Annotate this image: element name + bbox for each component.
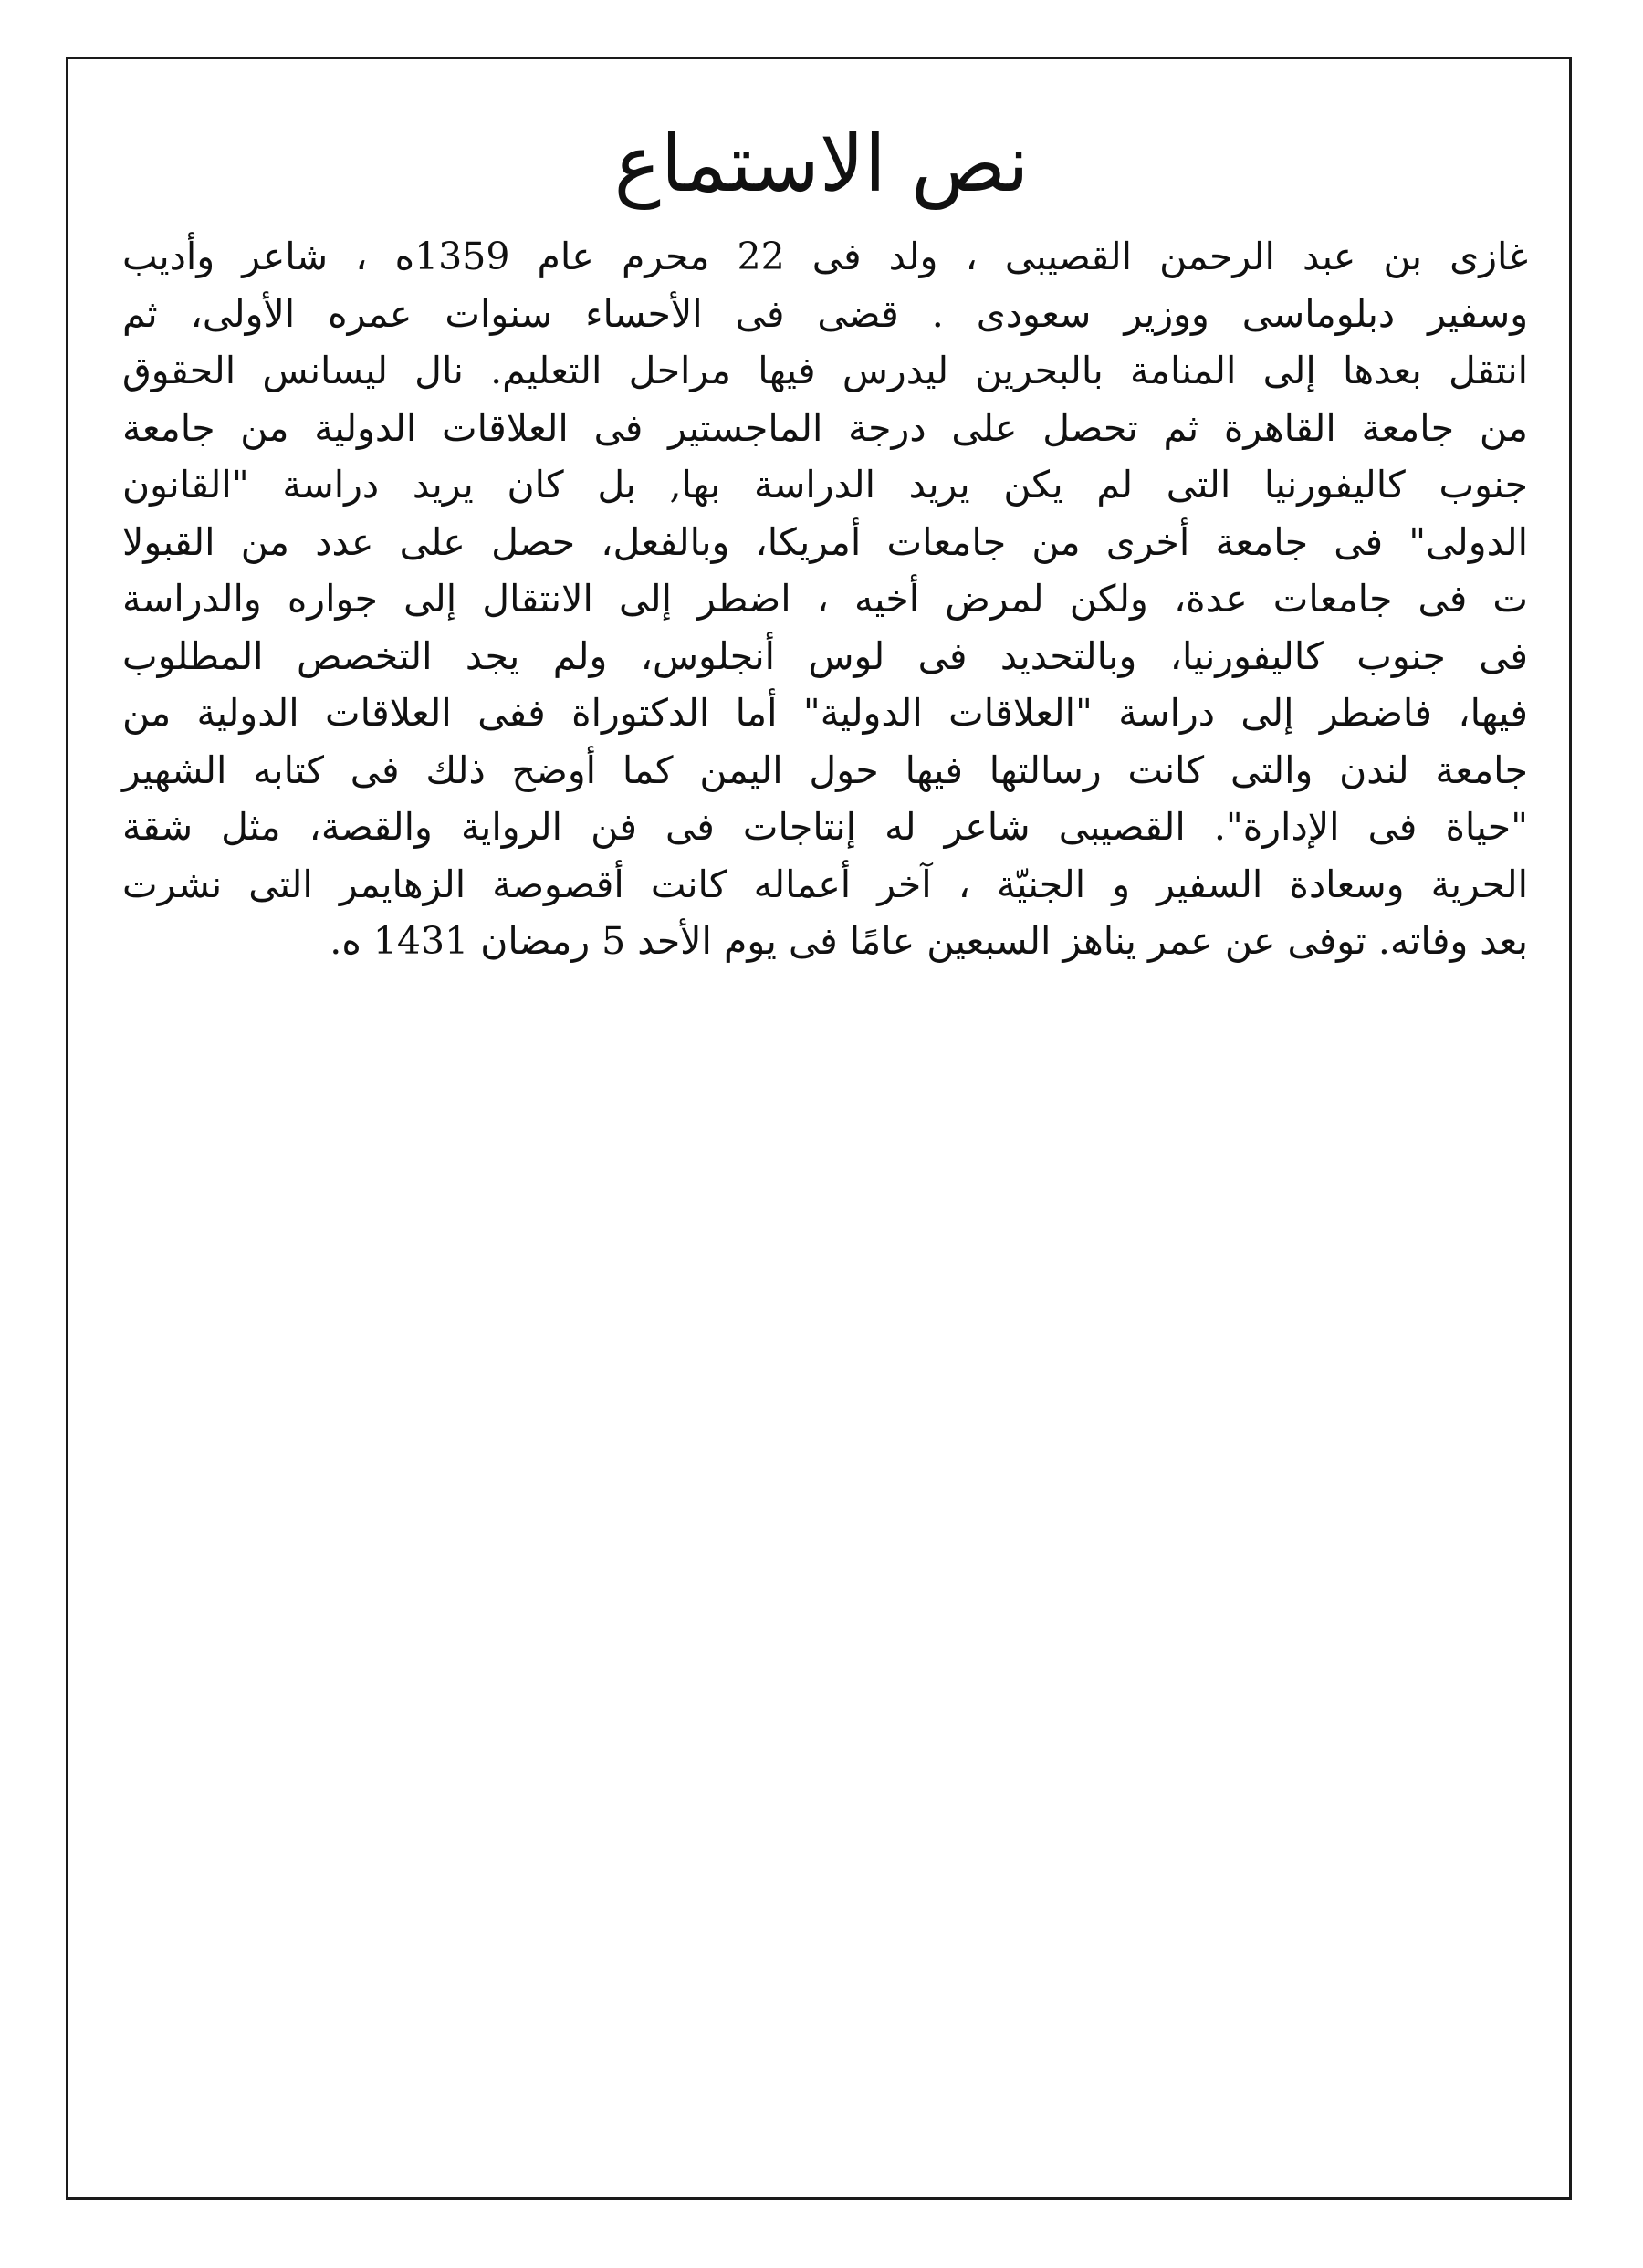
text-line: غازى بن عبد الرحمن القصيبى ، ولد فى 22 محرم عام 1359ه ، شاعر وأديب	[122, 235, 1528, 278]
listening-text-body	[122, 228, 1528, 970]
text-line: الدولى" فى جامعة أخرى من جامعات أمريكا، وبالفعل، حصل على عدد من القبولا	[122, 519, 1528, 564]
text-line: جامعة لندن والتى كانت رسالتها فيها حول اليمن كما أوضح ذلك فى كتابه الشهير	[122, 747, 1528, 792]
text-line: بعد وفاته. توفى عن عمر يناهز السبعين عامًا فى يوم الأحد 5 رمضان 1431 ه.	[330, 919, 1528, 963]
page-title: نص الاستماع	[613, 119, 1030, 210]
text-line: جنوب كاليفورنيا التى لم يكن يريد الدراسة بها, بل كان يريد دراسة "القانون	[122, 463, 1528, 507]
text-line: من جامعة القاهرة ثم تحصل على درجة الماجستير فى العلاقات الدولية من جامعة	[122, 405, 1528, 450]
text-line: فيها، فاضطر إلى دراسة "العلاقات الدولية" أما الدكتوراة ففى العلاقات الدولية من	[122, 691, 1528, 735]
text-line: الحرية وسعادة السفير و الجنيّة ، آخر أعماله كانت أقصوصة الزهايمر التى نشرت	[122, 862, 1528, 906]
text-line: ت فى جامعات عدة، ولكن لمرض أخيه ، اضطر إلى الانتقال إلى جواره والدراسة	[122, 577, 1528, 621]
text-line: فى جنوب كاليفورنيا، وبالتحديد فى لوس أنجلوس، ولم يجد التخصص المطلوب	[122, 633, 1528, 678]
text-line: انتقل بعدها إلى المنامة بالبحرين ليدرس فيها مراحل التعليم. نال ليسانس الحقوق	[122, 349, 1528, 392]
text-line: وسفير دبلوماسى ووزير سعودى . قضى فى الأحساء سنوات عمره الأولى، ثم	[122, 291, 1528, 336]
text-line: "حياة فى الإدارة". القصيبى شاعر له إنتاجات فى فن الرواية والقصة، مثل شقة	[122, 805, 1528, 849]
